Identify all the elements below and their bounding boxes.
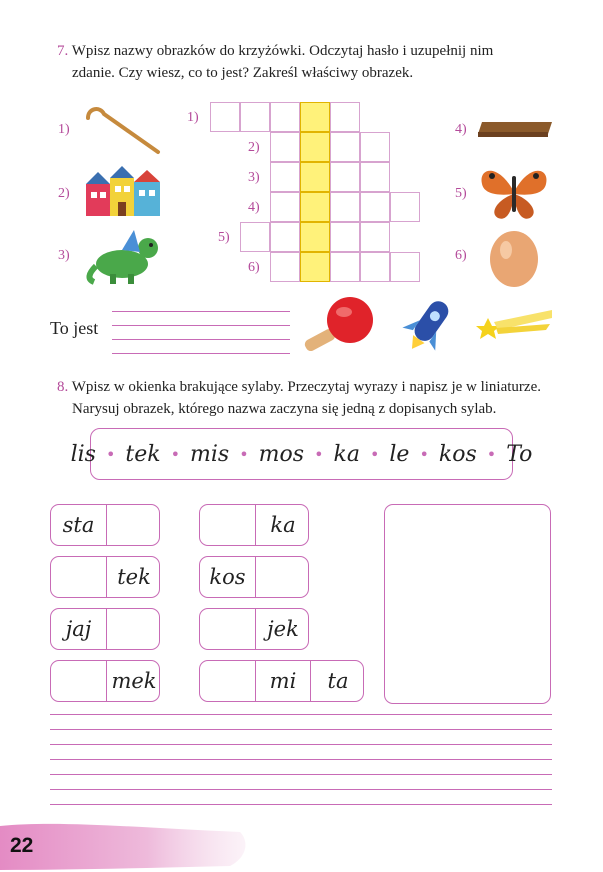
crossword-cell[interactable] bbox=[300, 132, 330, 162]
crossword-cell[interactable] bbox=[300, 162, 330, 192]
word-pill bbox=[50, 608, 160, 650]
syllable: lis bbox=[70, 441, 96, 467]
word-pill bbox=[199, 556, 309, 598]
crossword-cell[interactable] bbox=[330, 192, 360, 222]
pic-label-1: 1) bbox=[58, 122, 70, 137]
syllable-blank[interactable] bbox=[200, 661, 255, 701]
syllable-given: mek bbox=[106, 661, 161, 701]
syllable-separator-dot: • bbox=[419, 444, 429, 464]
footer-brush bbox=[0, 818, 260, 872]
syllable-blank[interactable] bbox=[200, 505, 255, 545]
syllable-given: tek bbox=[106, 557, 161, 597]
crossword-cell[interactable] bbox=[360, 252, 390, 282]
syllable: mos bbox=[258, 441, 305, 467]
crossword-label-5: 5) bbox=[218, 230, 230, 245]
task8-line1: Wpisz w okienka brakujące sylaby. Przeczytaj wyrazy i napisz je w liniaturze. bbox=[71, 379, 541, 395]
answer-line-2[interactable] bbox=[112, 325, 290, 326]
houses-picture bbox=[84, 166, 162, 218]
crossword-cell[interactable] bbox=[300, 102, 330, 132]
writing-line[interactable] bbox=[50, 759, 552, 760]
task7-line1: Wpisz nazwy obrazków do krzyżówki. Odczytaj hasło i uzupełnij nim bbox=[71, 43, 494, 59]
answer-line-4[interactable] bbox=[112, 353, 290, 354]
crossword-label-2: 2) bbox=[248, 140, 260, 155]
syllable-separator-dot: • bbox=[105, 444, 116, 464]
crossword-cell[interactable] bbox=[240, 102, 270, 132]
crossword-cell[interactable] bbox=[270, 252, 300, 282]
word-pill bbox=[199, 608, 309, 650]
crossword-cell[interactable] bbox=[360, 192, 390, 222]
syllable-blank[interactable] bbox=[255, 557, 310, 597]
crossword-cell[interactable] bbox=[240, 222, 270, 252]
writing-line[interactable] bbox=[50, 789, 552, 790]
syllable-bank bbox=[70, 428, 533, 480]
crossword-label-4: 4) bbox=[248, 200, 260, 215]
shooting-star-picture[interactable] bbox=[474, 306, 554, 346]
syllable-given: jek bbox=[255, 609, 310, 649]
crossword-cell[interactable] bbox=[300, 222, 330, 252]
crossword-cell[interactable] bbox=[360, 132, 390, 162]
syllable-blank[interactable] bbox=[51, 661, 106, 701]
crossword-cell[interactable] bbox=[390, 192, 420, 222]
crossword-cell[interactable] bbox=[300, 192, 330, 222]
task8-number: 8. bbox=[57, 379, 69, 395]
shelf-picture bbox=[476, 118, 554, 140]
word-pill bbox=[50, 504, 160, 546]
syllable-separator-dot: • bbox=[314, 444, 324, 464]
task7-line2: zdanie. Czy wiesz, co to jest? Zakreśl właściwy obrazek. bbox=[72, 65, 414, 81]
task8-line2: Narysuj obrazek, którego nazwa zaczyna się jedną z dopisanych sylab. bbox=[72, 401, 497, 417]
crossword-cell[interactable] bbox=[390, 252, 420, 282]
syllable: kos bbox=[438, 441, 477, 467]
word-pill bbox=[50, 556, 160, 598]
syllable-given: sta bbox=[62, 513, 95, 537]
writing-line[interactable] bbox=[50, 804, 552, 805]
syllable: le bbox=[389, 441, 410, 467]
syllable: To bbox=[506, 441, 533, 467]
page-number: 22 bbox=[10, 834, 34, 857]
crossword-cell[interactable] bbox=[300, 252, 330, 282]
ping-pong-paddle-picture[interactable] bbox=[300, 296, 384, 356]
butterfly-picture bbox=[478, 162, 550, 224]
writing-line[interactable] bbox=[50, 714, 552, 715]
syllable-given: mi bbox=[255, 661, 310, 701]
syllable-blank[interactable] bbox=[106, 505, 161, 545]
word-pill bbox=[199, 660, 364, 702]
task8-instructions bbox=[57, 376, 597, 420]
answer-prefix: To jest bbox=[50, 318, 99, 338]
pic-label-2: 2) bbox=[58, 186, 70, 201]
task7-instructions bbox=[57, 40, 577, 84]
syllable-given: jaj bbox=[65, 617, 92, 641]
word-pill bbox=[199, 504, 309, 546]
crossword-cell[interactable] bbox=[330, 132, 360, 162]
pic-label-6: 6) bbox=[455, 248, 467, 263]
syllable-separator-dot: • bbox=[369, 444, 380, 464]
syllable: ka bbox=[333, 441, 360, 467]
crossword-label-1: 1) bbox=[187, 110, 199, 125]
dragon-picture bbox=[84, 228, 164, 286]
syllable-blank[interactable] bbox=[51, 557, 106, 597]
crossword-cell[interactable] bbox=[360, 222, 390, 252]
pic-label-5: 5) bbox=[455, 186, 467, 201]
syllable-given: ta bbox=[310, 661, 365, 701]
syllable-given: ka bbox=[255, 505, 310, 545]
syllable: mis bbox=[190, 441, 230, 467]
writing-line[interactable] bbox=[50, 744, 552, 745]
syllable: tek bbox=[125, 441, 161, 467]
crossword-label-3: 3) bbox=[248, 170, 260, 185]
answer-line-1[interactable] bbox=[112, 311, 290, 312]
crossword-cell[interactable] bbox=[330, 222, 360, 252]
syllable-given: kos bbox=[209, 565, 246, 589]
pic-label-4: 4) bbox=[455, 122, 467, 137]
crossword-cell[interactable] bbox=[270, 132, 300, 162]
crossword-cell[interactable] bbox=[270, 102, 300, 132]
writing-line[interactable] bbox=[50, 774, 552, 775]
syllable-blank[interactable] bbox=[200, 609, 255, 649]
syllable-separator-dot: • bbox=[170, 444, 181, 464]
rocket-picture[interactable] bbox=[388, 296, 468, 356]
crossword-cell[interactable] bbox=[210, 102, 240, 132]
crossword-cell[interactable] bbox=[270, 192, 300, 222]
syllable-separator-dot: • bbox=[486, 444, 497, 464]
word-pill bbox=[50, 660, 160, 702]
syllable-blank[interactable] bbox=[106, 609, 161, 649]
writing-line[interactable] bbox=[50, 729, 552, 730]
pic-label-3: 3) bbox=[58, 248, 70, 263]
egg-picture bbox=[486, 228, 542, 288]
crossword-label-6: 6) bbox=[248, 260, 260, 275]
crossword-cell[interactable] bbox=[270, 222, 300, 252]
walking-stick-picture bbox=[82, 104, 164, 156]
answer-line-3[interactable] bbox=[112, 339, 290, 340]
crossword-cell[interactable] bbox=[270, 162, 300, 192]
crossword-cell[interactable] bbox=[330, 102, 360, 132]
crossword-cell[interactable] bbox=[330, 252, 360, 282]
drawing-box[interactable] bbox=[384, 504, 551, 704]
crossword-cell[interactable] bbox=[360, 162, 390, 192]
task7-number: 7. bbox=[57, 43, 69, 59]
crossword-cell[interactable] bbox=[330, 162, 360, 192]
syllable-separator-dot: • bbox=[239, 444, 249, 464]
